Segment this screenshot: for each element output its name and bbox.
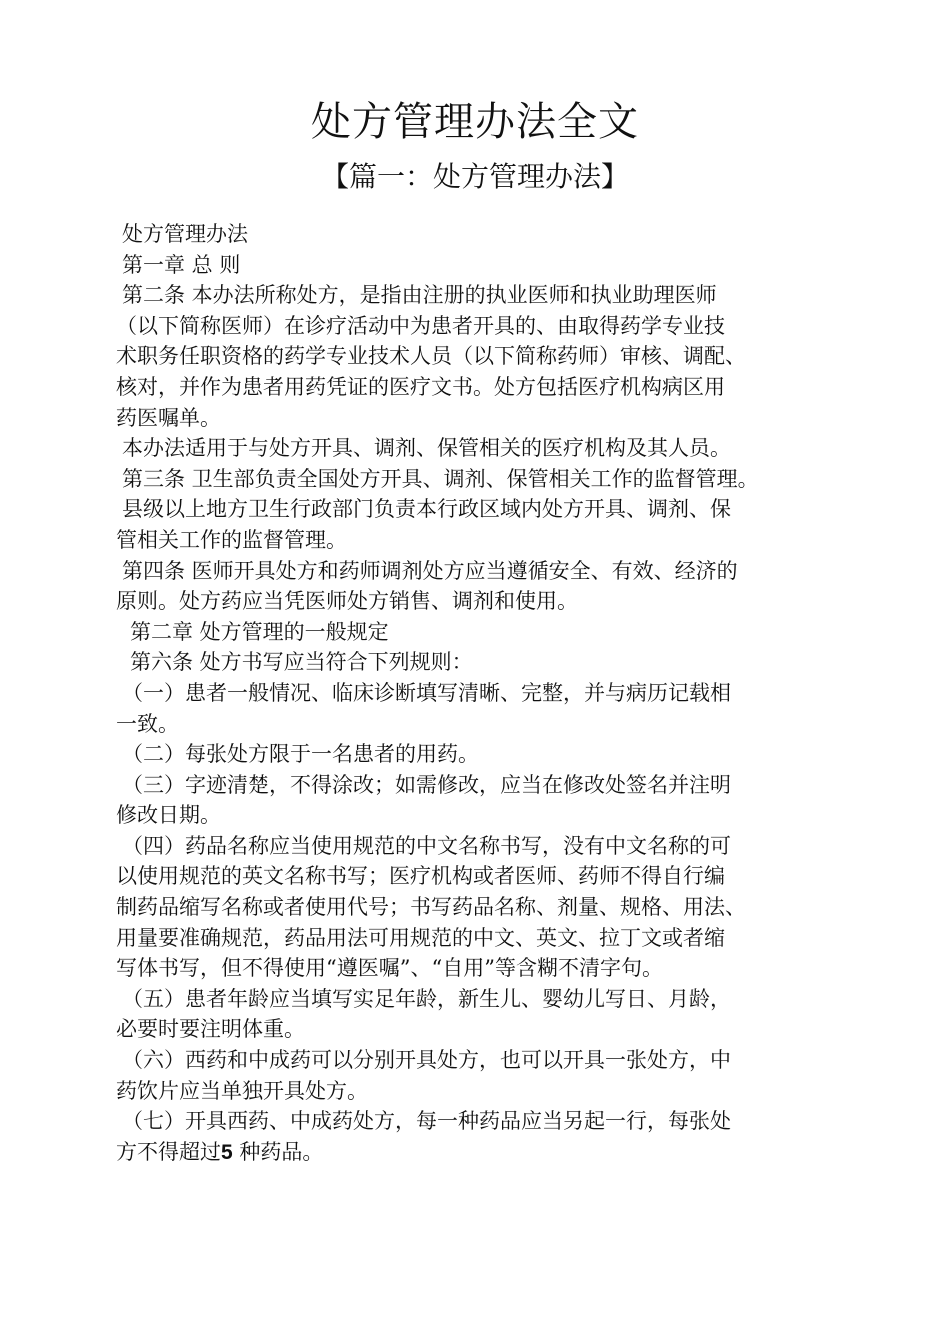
- document-body: [116, 219, 876, 1167]
- text-line: （五）患者年龄应当填写实足年龄，新生儿、婴幼儿写日、月龄，: [122, 986, 731, 1011]
- text-line: 原则。处方药应当凭医师处方销售、调剂和使用。: [116, 589, 578, 614]
- text-line: 写体书写，但不得使用“遵医嘱”、“自用”等含糊不清字句。: [116, 956, 663, 981]
- text-line: 以使用规范的英文名称书写；医疗机构或者医师、药师不得自行编: [116, 864, 725, 889]
- text-line: 术职务任职资格的药学专业技术人员（以下简称药师）审核、调配、: [116, 344, 746, 369]
- text-line: 用量要准确规范，药品用法可用规范的中文、英文、拉丁文或者缩: [116, 925, 725, 950]
- text-line: 第三条 卫生部负责全国处方开具、调剂、保管相关工作的监督管理。: [122, 466, 759, 491]
- text-line: （二）每张处方限于一名患者的用药。: [122, 742, 479, 767]
- text-line: 管相关工作的监督管理。: [116, 527, 347, 552]
- text-fragment: 种药品。: [232, 1139, 324, 1164]
- text-line: 第四条 医师开具处方和药师调剂处方应当遵循安全、有效、经济的: [122, 558, 738, 583]
- chapter-heading: 第二章 处方管理的一般规定: [130, 619, 389, 644]
- text-line: 核对，并作为患者用药凭证的医疗文书。处方包括医疗机构病区用: [116, 374, 725, 399]
- text-line-last: [116, 1137, 876, 1168]
- text-line: 修改日期。: [116, 803, 221, 828]
- chapter-heading: 第一章 总 则: [122, 252, 241, 277]
- text-line: （以下简称医师）在诊疗活动中为患者开具的、由取得药学专业技: [116, 313, 725, 338]
- text-line: 处方管理办法: [122, 222, 248, 246]
- document-subtitle: 【篇一：处方管理办法】: [320, 160, 629, 193]
- text-line: 制药品缩写名称或者使用代号；书写药品名称、剂量、规格、用法、: [116, 895, 746, 920]
- text-line: 第六条 处方书写应当符合下列规则：: [130, 650, 473, 675]
- text-line: （六）西药和中成药可以分别开具处方，也可以开具一张处方，中: [122, 1048, 731, 1073]
- text-line: （一）患者一般情况、临床诊断填写清晰、完整，并与病历记载相: [122, 680, 731, 705]
- text-line: （三）字迹清楚，不得涂改；如需修改，应当在修改处签名并注明: [122, 772, 731, 797]
- text-line: 第二条 本办法所称处方，是指由注册的执业医师和执业助理医师: [122, 283, 717, 308]
- text-line: （四）药品名称应当使用规范的中文名称书写，没有中文名称的可: [122, 833, 731, 858]
- text-line: 药饮片应当单独开具处方。: [116, 1078, 368, 1103]
- text-line: （七）开具西药、中成药处方，每一种药品应当另起一行，每张处: [122, 1109, 731, 1134]
- text-line: 必要时要注明体重。: [116, 1017, 305, 1042]
- text-line: 本办法适用于与处方开具、调剂、保管相关的医疗机构及其人员。: [122, 436, 731, 461]
- text-line: 一致。: [116, 711, 179, 736]
- document-title: 处方管理办法全文: [311, 99, 639, 145]
- drug-count-number: 5: [221, 1140, 233, 1164]
- text-fragment: 方不得超过: [116, 1139, 221, 1164]
- text-line: 县级以上地方卫生行政部门负责本行政区域内处方开具、调剂、保: [122, 497, 731, 522]
- text-line: 药医嘱单。: [116, 405, 221, 430]
